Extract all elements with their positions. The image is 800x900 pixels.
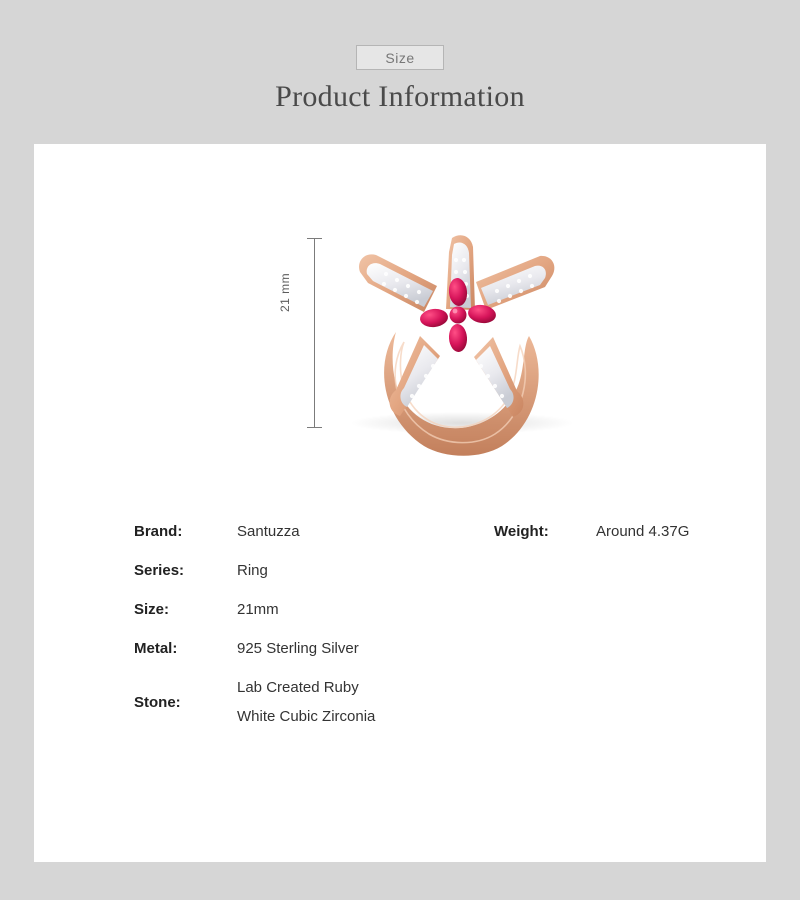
spec-value-stone-line2: White Cubic Zirconia bbox=[237, 708, 376, 725]
spec-label-metal: Metal: bbox=[134, 640, 178, 657]
spec-value-size: 21mm bbox=[237, 601, 279, 618]
spec-value-series: Ring bbox=[237, 562, 268, 579]
starfish-ring-image bbox=[334, 214, 584, 464]
content-card bbox=[34, 144, 766, 862]
spec-group-weight bbox=[494, 522, 689, 542]
spec-value-metal: 925 Sterling Silver bbox=[237, 640, 359, 657]
dimension-line-icon bbox=[306, 238, 322, 428]
spec-row-size bbox=[134, 600, 734, 620]
spec-value-weight: Around 4.37G bbox=[596, 523, 690, 540]
spec-label-weight: Weight: bbox=[494, 523, 549, 540]
spec-row-metal bbox=[134, 639, 734, 659]
spec-value-stone-line1: Lab Created Ruby bbox=[237, 679, 359, 696]
spec-value-stone bbox=[237, 678, 375, 727]
spec-value-brand: Santuzza bbox=[237, 523, 300, 540]
spec-label-stone: Stone: bbox=[134, 693, 181, 711]
spec-row-brand bbox=[134, 522, 734, 542]
spec-row-series bbox=[134, 561, 734, 581]
product-image-area bbox=[34, 144, 766, 484]
specification-list bbox=[134, 522, 734, 746]
page-title: Product Information bbox=[275, 80, 525, 113]
size-tag: Size bbox=[356, 45, 444, 70]
spec-label-brand: Brand: bbox=[134, 523, 183, 540]
spec-label-size: Size: bbox=[134, 601, 170, 618]
spec-label-series: Series: bbox=[134, 562, 185, 579]
spec-row-stone bbox=[134, 678, 734, 727]
dimension-label: 21 mm bbox=[278, 272, 292, 312]
